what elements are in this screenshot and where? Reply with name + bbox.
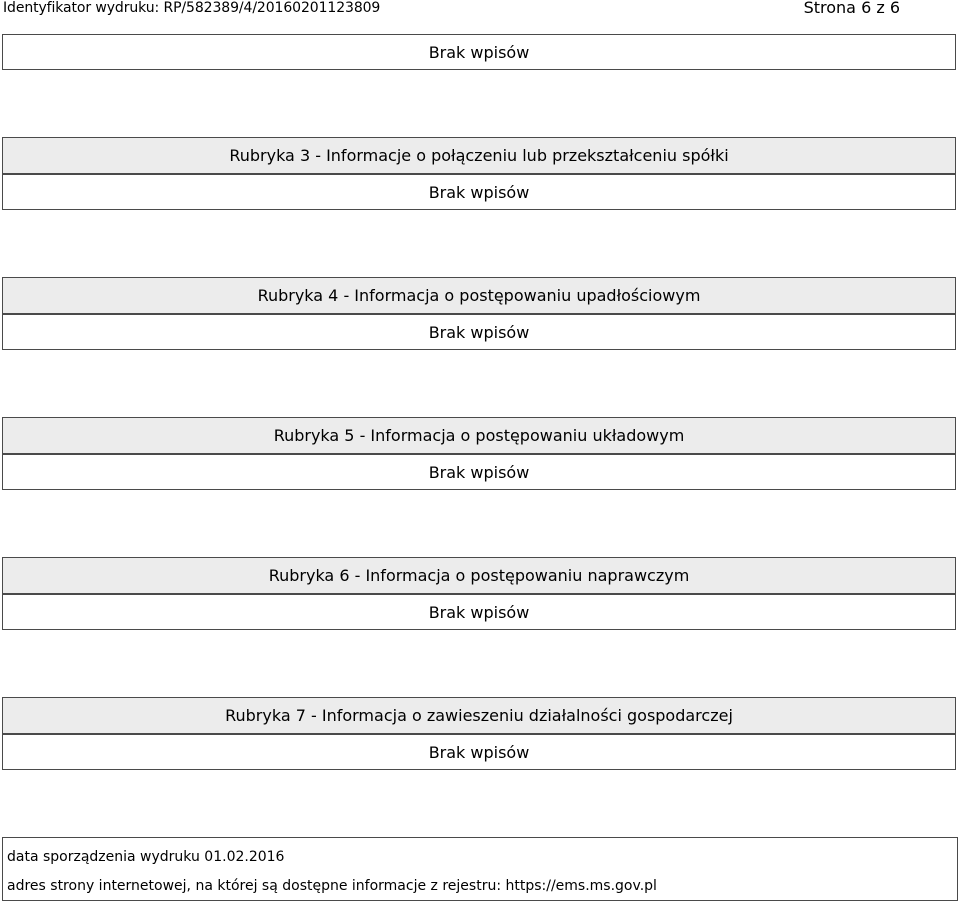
section-title-rubryka-4: Rubryka 4 - Informacja o postępowaniu upadłościowym	[2, 277, 956, 314]
section-title-rubryka-5: Rubryka 5 - Informacja o postępowaniu układowym	[2, 417, 956, 454]
section-content: Brak wpisów	[2, 34, 956, 70]
print-footer	[2, 837, 958, 901]
section-content: Brak wpisów	[2, 314, 956, 350]
print-date: data sporządzenia wydruku 01.02.2016	[7, 849, 285, 865]
section-content: Brak wpisów	[2, 454, 956, 490]
section-title-rubryka-6: Rubryka 6 - Informacja o postępowaniu naprawczym	[2, 557, 956, 594]
section-content: Brak wpisów	[2, 734, 956, 770]
registry-address: adres strony internetowej, na której są dostępne informacje z rejestru: https://ems.ms.gov.pl	[7, 878, 657, 894]
page-number: Strona 6 z 6	[803, 0, 900, 17]
section-content: Brak wpisów	[2, 174, 956, 210]
section-content: Brak wpisów	[2, 594, 956, 630]
print-identifier: Identyfikator wydruku: RP/582389/4/20160201123809	[3, 0, 381, 16]
section-title-rubryka-7: Rubryka 7 - Informacja o zawieszeniu działalności gospodarczej	[2, 697, 956, 734]
section-title-rubryka-3: Rubryka 3 - Informacje o połączeniu lub przekształceniu spółki	[2, 137, 956, 174]
